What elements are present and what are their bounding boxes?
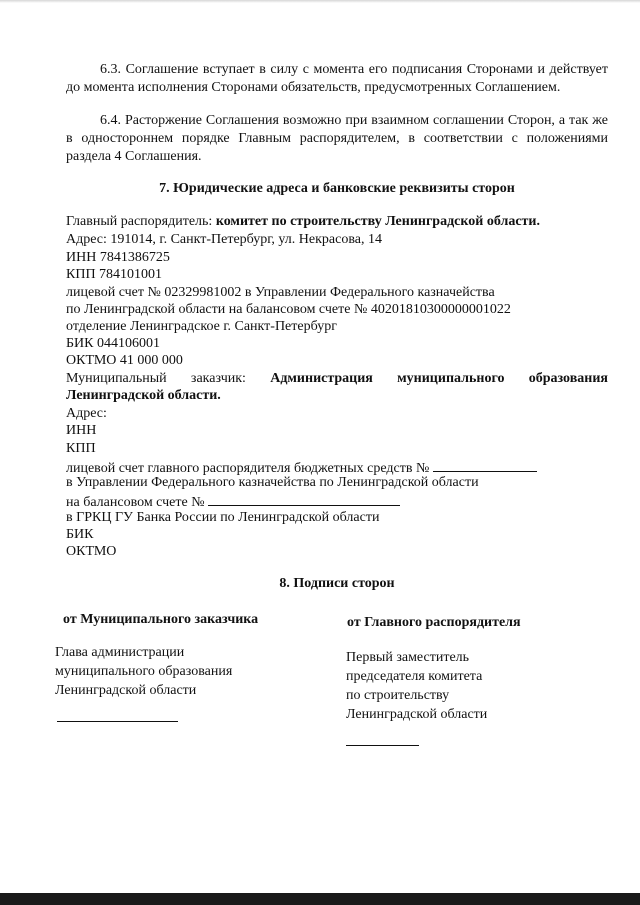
municipal-customer-balance-label: на балансовом счете № [66, 495, 205, 510]
right-signature-line [346, 745, 419, 746]
municipal-customer-name-word-3: образования [528, 371, 608, 386]
municipal-customer-inn: ИНН [66, 423, 97, 438]
municipal-customer-oktmo: ОКТМО [66, 544, 117, 559]
municipal-customer-label-word-2: заказчик: [190, 371, 246, 386]
municipal-customer-account-line-2: в Управлении Федерального казначейства по Ленинградской области [66, 475, 479, 490]
main-distributor-kpp: КПП 784101001 [66, 267, 163, 282]
left-signature-heading: от Муниципального заказчика [63, 612, 259, 627]
right-signature-title [346, 648, 487, 724]
main-distributor-label: Главный распорядитель: [66, 214, 216, 229]
municipal-customer-bank: в ГРКЦ ГУ Банка России по Ленинградской области [66, 510, 380, 525]
municipal-customer-label-word-1: Муниципальный [66, 371, 167, 386]
municipal-customer-account-label: лицевой счет главного распорядителя бюджетных средств № [66, 461, 430, 476]
left-signature-line [57, 721, 178, 722]
main-distributor-inn: ИНН 7841386725 [66, 250, 170, 265]
scan-top-edge [0, 0, 640, 3]
main-distributor-account-line-1: лицевой счет № 02329981002 в Управлении Федерального казначейства [66, 285, 495, 300]
main-distributor-oktmo: ОКТМО 41 000 000 [66, 353, 183, 368]
municipal-customer-name-word-1: Администрация [270, 371, 373, 386]
municipal-customer-line [66, 370, 608, 388]
clause-6-3: 6.3. Соглашение вступает в силу с момента его подписания Сторонами и действует до момента исполнения Сторонами обязательств, предусмотренных Соглашением. [66, 62, 608, 95]
right-signature-title-line: председателя комитета [346, 669, 483, 684]
main-distributor-line [66, 213, 540, 231]
account-number-blank [433, 457, 537, 472]
main-distributor-address: Адрес: 191014, г. Санкт-Петербург, ул. Некрасова, 14 [66, 232, 382, 247]
municipal-customer-address: Адрес: [66, 406, 107, 421]
balance-account-blank [208, 491, 400, 506]
main-distributor-branch: отделение Ленинградское г. Санкт-Петербург [66, 319, 337, 334]
left-signature-title-line: Глава администрации [55, 645, 185, 660]
left-signature-title [55, 643, 232, 700]
municipal-customer-bik: БИК [66, 527, 94, 542]
right-signature-title-line: по строительству [346, 688, 450, 703]
municipal-customer-kpp: КПП [66, 441, 96, 456]
left-signature-title-line: Ленинградской области [55, 683, 197, 698]
left-signature-title-line: муниципального образования [55, 664, 233, 679]
right-signature-title-line: Ленинградской области [346, 707, 488, 722]
section-8-heading: 8. Подписи сторон [279, 576, 395, 591]
section-7-heading: 7. Юридические адреса и банковские реквизиты сторон [159, 181, 515, 196]
municipal-customer-name-line-2: Ленинградской области. [66, 388, 221, 403]
scan-bottom-edge [0, 893, 640, 905]
municipal-customer-name-word-2: муниципального [397, 371, 505, 386]
main-distributor-account-line-2: по Ленинградской области на балансовом счете № 40201810300000001022 [66, 302, 511, 317]
right-signature-title-line: Первый заместитель [346, 650, 470, 665]
right-signature-heading: от Главного распорядителя [347, 615, 521, 630]
main-distributor-name: комитет по строительству Ленинградской области. [215, 214, 540, 229]
clause-6-4: 6.4. Расторжение Соглашения возможно при взаимном соглашении Сторон, а так же в одностороннем порядке Главным распорядителем, в соответствии с положениями раздела 4 Соглашения. [66, 113, 608, 164]
main-distributor-bik: БИК 044106001 [66, 336, 160, 351]
